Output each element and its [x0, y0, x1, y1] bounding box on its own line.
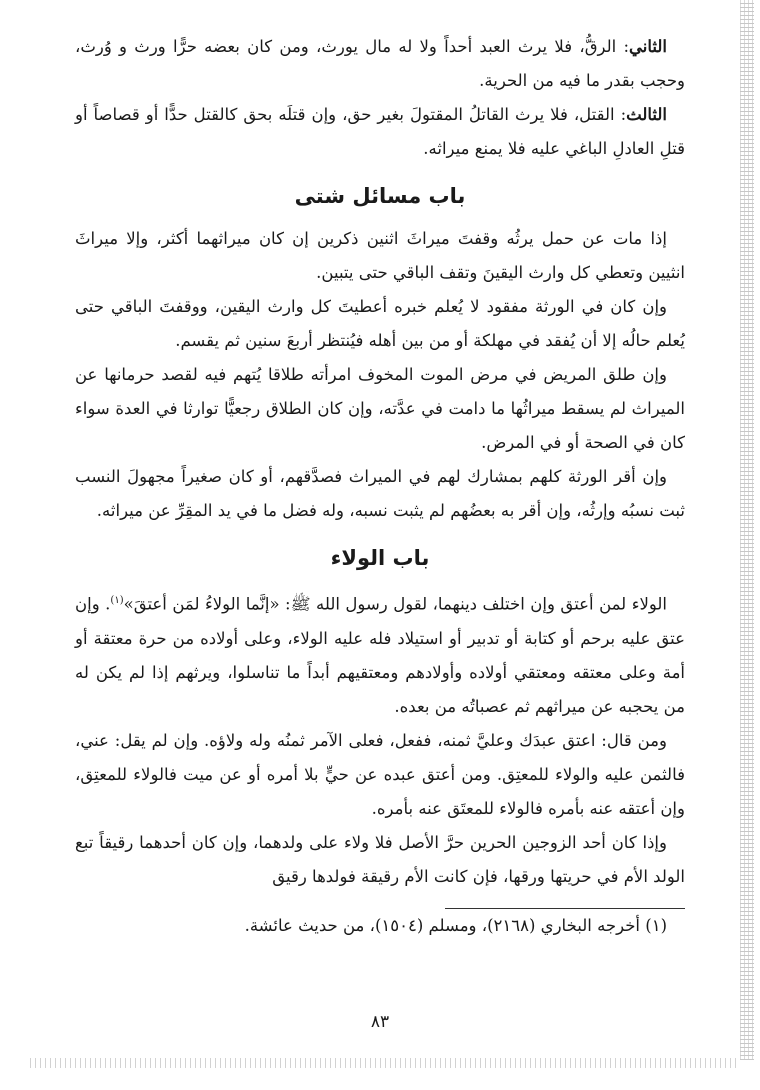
paragraph-spouses: وإذا كان أحد الزوجين الحرين حرَّ الأصل فلا ولاء على ولدهما، وإن كان أحدهما رقيقاً تبع الولد الأم في حريتها ورقها، فإن كانت الأم رقيقة فولدها رقيق [75, 832, 685, 886]
footnote-marker: (١) [110, 595, 124, 606]
section-heading-miscellaneous: باب مسائل شتى [294, 184, 466, 208]
paragraph-deathbed-divorce: وإن طلق المريض في مرض الموت المخوف امرأته طلاقا يُتهم فيه لقصد حرمانها عن الميراث لم يسقط ميراثُها ما دامت في عدَّته، وإن كان الطلاق رجعيًّا توارثا في العدة سواء كان في الصحة أو في المرض. [75, 365, 685, 452]
paragraph-lead: الثالث [626, 105, 667, 124]
paragraph-third-impediment [75, 98, 685, 166]
paragraph-missing-heir: وإن كان في الورثة مفقود لا يُعلم خبره أعطيتَ كل وارث اليقين، ووقفتَ الباقي حتى يُعلم حالُه إلا أن يُفقد في مهلكة أو من بين أهله فيُنتظر أربعَ سنين ثم يقسم. [75, 297, 685, 350]
paragraph-text: الولاء لمن أعتق وإن اختلف دينهما، لقول رسول الله ﷺ: «إنَّما الولاءُ لمَن أعتقَ» [123, 594, 667, 614]
paragraph-freeing-on-behalf: ومن قال: اعتق عبدَك وعليَّ ثمنه، ففعل، فعلى الآمر ثمنُه وله ولاؤه. وإن لم يقل: عني، فالثمن عليه والولاء للمعتِق. ومن أعتق عبده عن حيٍّ بلا أمره أو عن ميت فالولاء للمعتِق، وإن أعتقه عنه بأمره فالولاء للمعتَق عنه بأمره. [75, 730, 685, 818]
page-bottom-texture [30, 1058, 740, 1068]
footnote: (١) أخرجه البخاري (٢١٦٨)، ومسلم (١٥٠٤)، من حديث عائشة. [244, 915, 667, 935]
paragraph-pregnancy: إذا مات عن حمل يرثُه وقفتَ ميراثَ اثنين ذكرين إن كان ميراثهما أكثر، وإلا ميراثَ انثيين وتعطي كل وارث اليقينَ وتقف الباقي حتى يتبين. [75, 229, 685, 282]
paragraph-text: : الرقُّ، فلا يرث العبد أحداً ولا له مال يورث، ومن كان بعضه حرًّا ورث و وُرث، وحجب بقدر ما فيه من الحرية. [75, 37, 685, 90]
paragraph-second-impediment [75, 30, 685, 98]
page-content [75, 30, 685, 943]
section-heading-wala: باب الولاء [330, 546, 430, 570]
page-edge-texture [740, 0, 754, 1060]
paragraph-lead: الثاني [629, 37, 667, 56]
paragraph-text: . وإن عتق عليه برحم أو كتابة أو تدبير أو استيلاد فله عليه الولاء، وعلى أولاده من حرة معتقة أو أمة وعلى معتقه ومعتقي أولاده وأولادهم ومعتقيهم أبداً ما تناسلوا، ويرثهم إذا لم يكن له من يحجبه عن ميراثهم ثم عصباتُه من بعده. [75, 594, 685, 716]
paragraph-wala-definition [75, 584, 685, 724]
paragraph-acknowledgement: وإن أقر الورثة كلهم بمشارك لهم في الميراث فصدَّقهم، أو كان صغيراً مجهولَ النسب ثبت نسبُه وإرثُه، وإن أقر به بعضُهم لم يثبت نسبه، وله فضل ما في يد المقِرِّ عن ميراثه. [75, 467, 685, 520]
paragraph-text: : القتل، فلا يرث القاتلُ المقتولَ بغير حق، وإن قتلَه بحق كالقتل حدًّا أو قصاصاً أو قتلِ العادلِ الباغي عليه فلا يمنع ميراثه. [75, 105, 685, 158]
page-number: ٨٣ [370, 1012, 390, 1032]
